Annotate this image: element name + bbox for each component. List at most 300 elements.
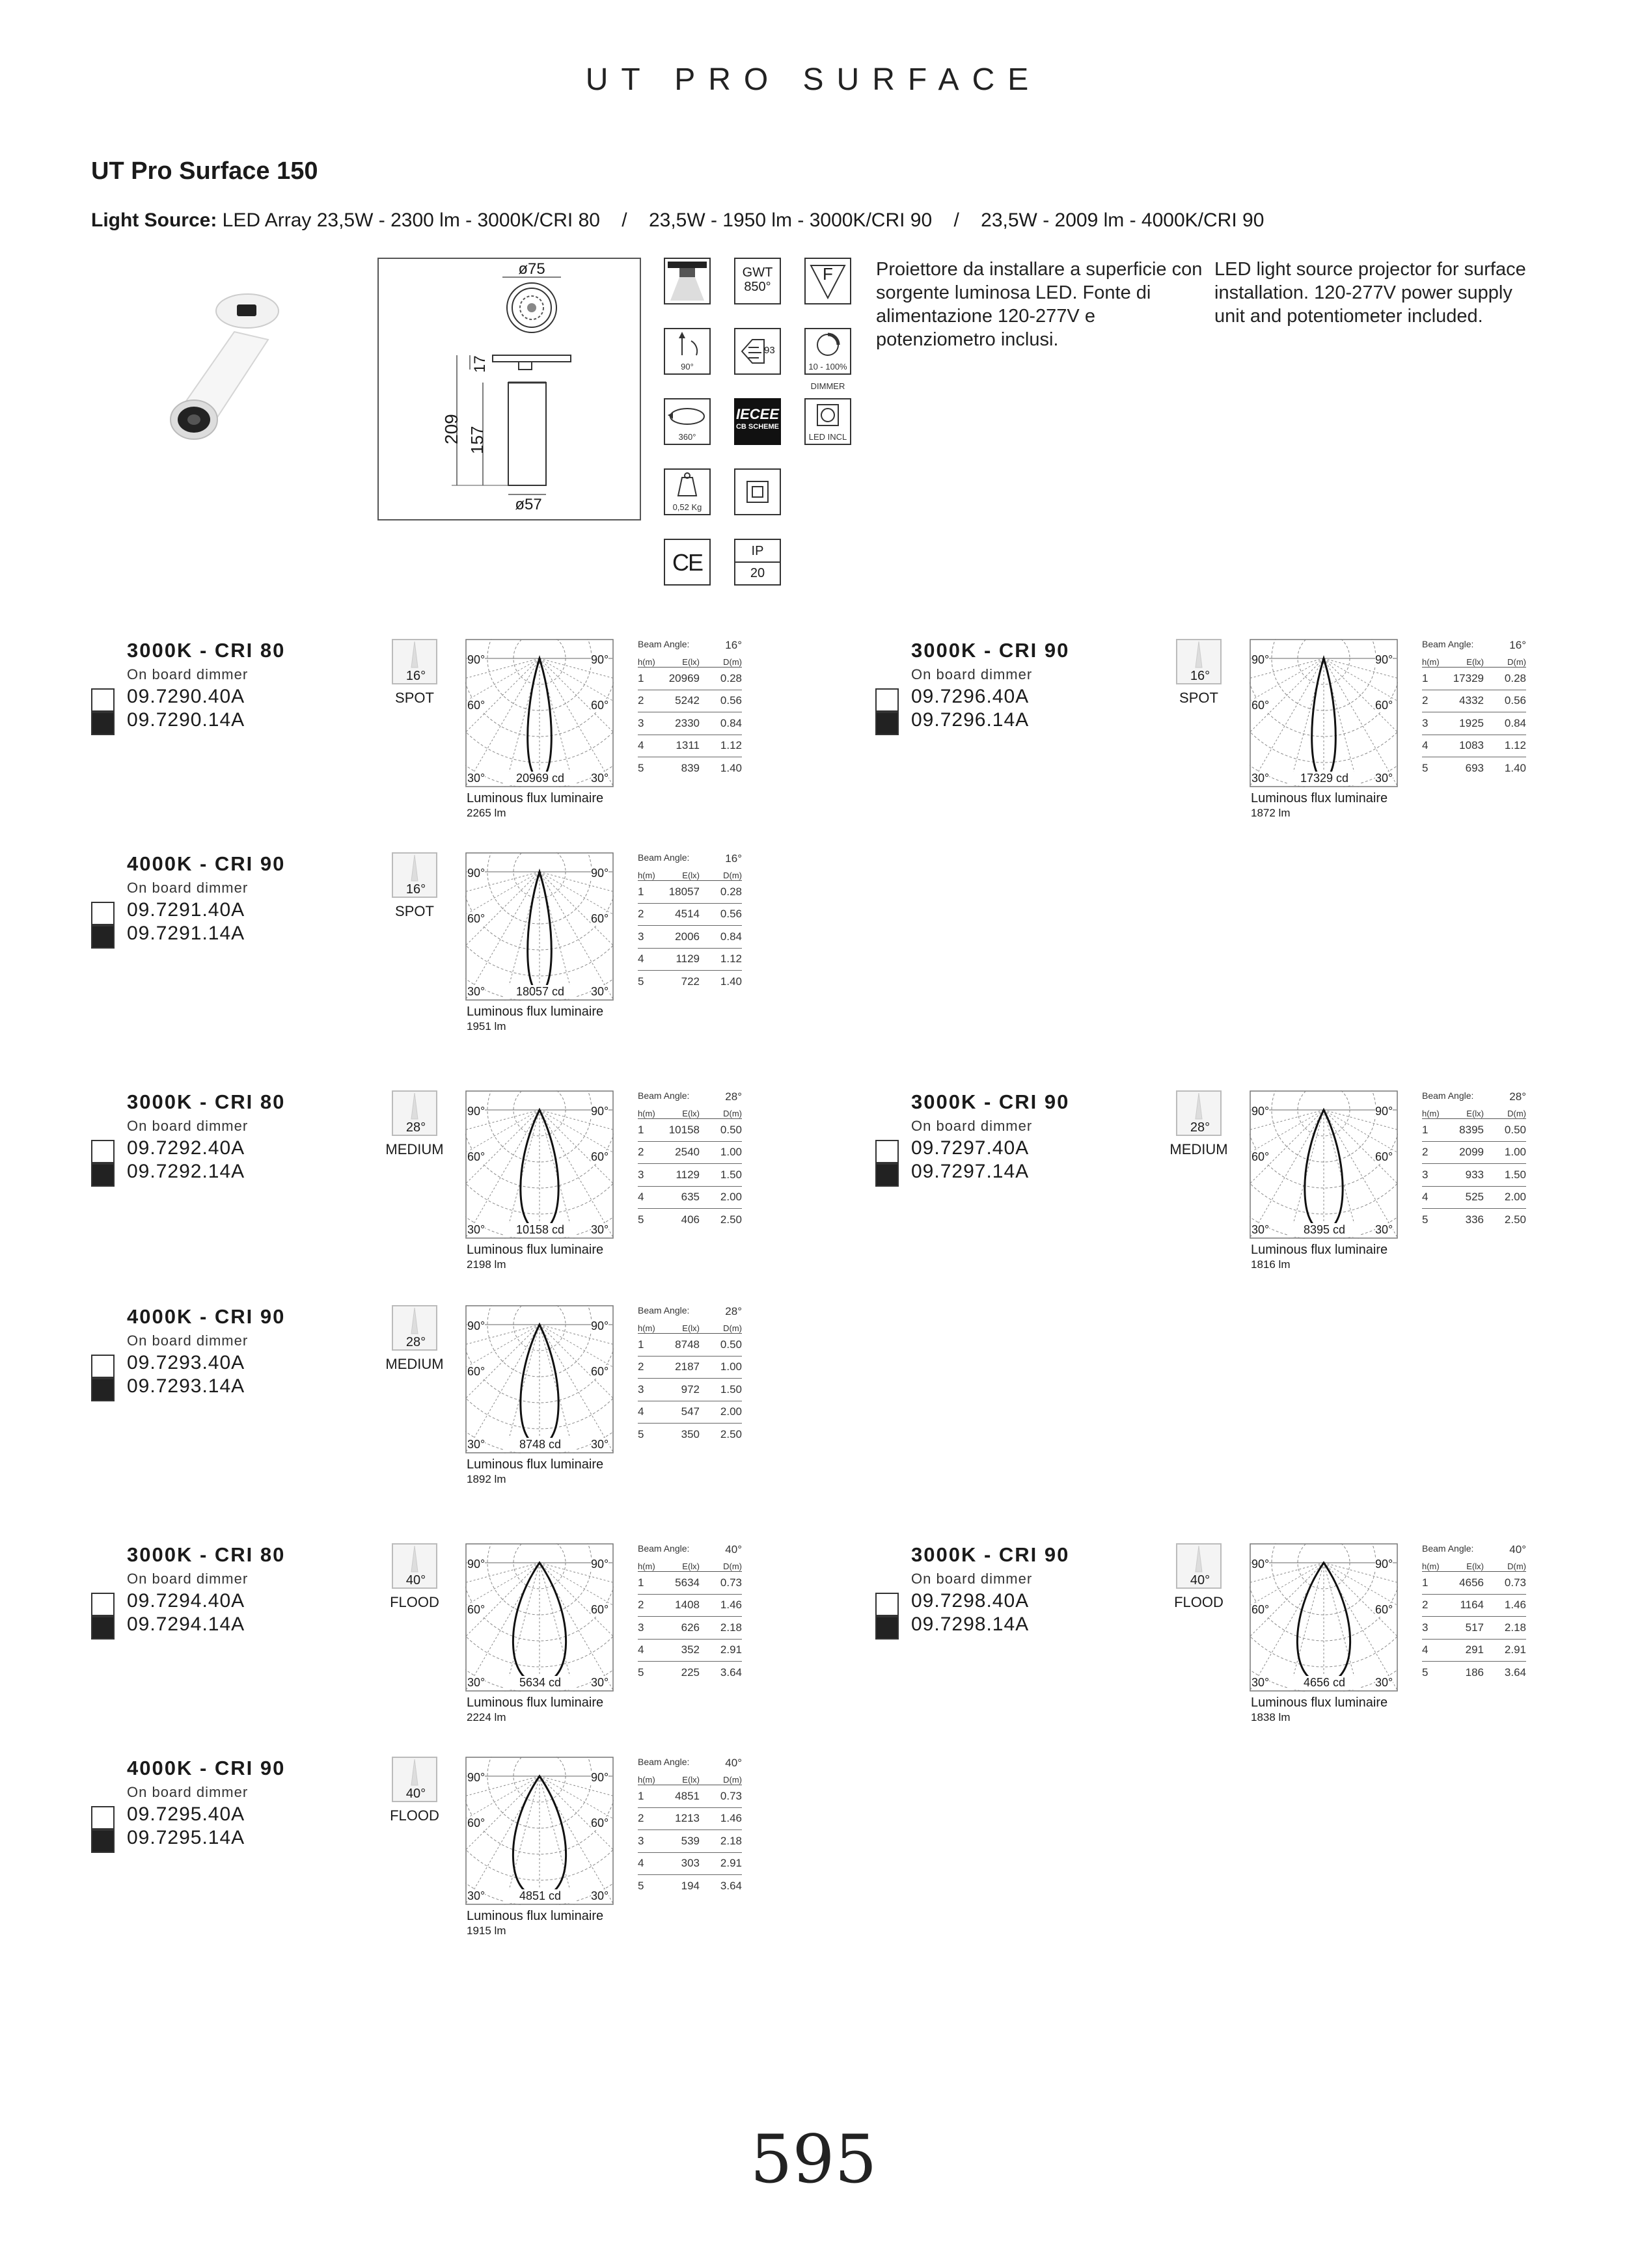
cell-d: 1.12 (720, 952, 742, 965)
cell-e: 2330 (675, 716, 700, 729)
cell-d: 3.64 (1504, 1666, 1526, 1679)
luminous-flux-label: Luminous flux luminaire (1251, 791, 1388, 805)
table-row (1422, 735, 1526, 758)
polar-label-30-left: 30° (1251, 772, 1270, 785)
cell-e: 20969 (668, 671, 700, 684)
cell-e: 10158 (668, 1123, 700, 1136)
product-code-black: 09.7294.14A (127, 1613, 245, 1635)
cell-h: 4 (638, 1857, 644, 1870)
column-d: D(m) (723, 1775, 742, 1785)
polar-label-30-left: 30° (467, 1438, 485, 1451)
light-source-line (91, 209, 1264, 232)
cell-d: 0.73 (720, 1789, 742, 1802)
polar-label-90-left: 90° (467, 1558, 485, 1571)
beam-angle-value: 28° (725, 1090, 742, 1103)
dim-bottom-diameter: ø57 (515, 496, 542, 513)
polar-label-60-right: 60° (591, 1150, 609, 1163)
polar-label-60-right: 60° (591, 912, 609, 925)
table-row (638, 735, 742, 758)
cell-e: 303 (681, 1857, 700, 1870)
table-row (638, 1875, 742, 1898)
cell-d: 1.50 (1504, 1168, 1526, 1181)
product-code-black: 09.7297.14A (911, 1161, 1030, 1182)
column-h: h(m) (638, 1775, 655, 1785)
column-h: h(m) (1422, 657, 1440, 667)
cell-d: 0.84 (1504, 716, 1526, 729)
variant-title: 3000K - CRI 80 (127, 639, 286, 662)
table-row (638, 1808, 742, 1831)
ip-label: IP (735, 540, 780, 563)
table-row (638, 1424, 742, 1446)
cell-h: 2 (638, 1599, 644, 1612)
photometric-table (638, 1757, 742, 1898)
polar-label-30-right: 30° (591, 1223, 609, 1236)
product-code-black: 09.7293.14A (127, 1375, 245, 1397)
beam-angle-label: Beam Angle: (638, 1305, 690, 1316)
column-e: E(lx) (1466, 657, 1484, 667)
cell-e: 8395 (1459, 1123, 1484, 1136)
table-row (638, 1209, 742, 1232)
column-d: D(m) (1507, 1109, 1526, 1118)
cell-h: 5 (638, 1428, 644, 1441)
polar-label-90-left: 90° (467, 867, 485, 880)
cell-e: 4514 (675, 908, 700, 921)
variant-title: 4000K - CRI 90 (127, 852, 286, 875)
beam-angle-label: Beam Angle: (1422, 1090, 1474, 1101)
polar-label-60-left: 60° (1251, 1603, 1270, 1616)
cell-e: 186 (1465, 1666, 1484, 1679)
column-h: h(m) (638, 871, 655, 880)
photometric-table (1422, 1543, 1526, 1684)
table-row (638, 1164, 742, 1187)
luminous-flux-value: 1915 lm (467, 1924, 506, 1937)
polar-label-60-right: 60° (591, 1365, 609, 1378)
polar-label-90-right: 90° (591, 1105, 609, 1118)
black-finish-swatch (91, 1378, 115, 1401)
column-e: E(lx) (1466, 1561, 1484, 1571)
dim-17: 17 (471, 355, 489, 373)
white-finish-swatch (875, 1593, 899, 1616)
cell-d: 0.50 (720, 1338, 742, 1351)
cell-e: 18057 (668, 885, 700, 898)
cell-h: 2 (638, 1360, 644, 1373)
polar-label-90-right: 90° (591, 1771, 609, 1784)
dimmer-icon (804, 328, 851, 375)
photometric-table-head (638, 1090, 742, 1105)
cell-h: 3 (638, 716, 644, 729)
table-row (1422, 1119, 1526, 1142)
cell-h: 2 (638, 694, 644, 707)
column-e: E(lx) (682, 1561, 700, 1571)
cell-d: 2.50 (720, 1213, 742, 1226)
table-row (1422, 1209, 1526, 1232)
class-icon (734, 468, 781, 515)
cell-e: 525 (1465, 1191, 1484, 1204)
luminous-flux-label: Luminous flux luminaire (467, 1005, 604, 1019)
polar-label-60-right: 60° (591, 1603, 609, 1616)
cell-d: 1.00 (720, 1146, 742, 1159)
cell-d: 0.56 (720, 694, 742, 707)
table-row (638, 1142, 742, 1165)
table-row (638, 1853, 742, 1876)
column-h: h(m) (638, 1109, 655, 1118)
cell-d: 1.46 (720, 1812, 742, 1825)
polar-label-90-right: 90° (591, 653, 609, 666)
cell-d: 0.28 (1504, 671, 1526, 684)
variant-section (91, 1305, 807, 1500)
photometric-table (638, 639, 742, 780)
variant-title: 3000K - CRI 80 (127, 1543, 286, 1566)
cell-d: 1.40 (1504, 762, 1526, 775)
polar-label-90-left: 90° (1251, 1558, 1270, 1571)
white-finish-swatch (91, 902, 115, 925)
cell-e: 350 (681, 1428, 700, 1441)
table-row (638, 712, 742, 735)
cell-d: 1.12 (1504, 739, 1526, 752)
beam-angle-icon-degree: 16° (405, 882, 426, 897)
iecee-logo (734, 398, 781, 445)
ce-mark: CE (672, 549, 702, 576)
white-finish-swatch (875, 688, 899, 712)
photometric-table (1422, 639, 1526, 780)
polar-label-30-right: 30° (591, 1438, 609, 1451)
table-row (638, 1334, 742, 1357)
photometric-table-columns (638, 1558, 742, 1572)
cell-h: 5 (638, 1666, 644, 1679)
beam-angle-icon (1176, 1543, 1222, 1589)
ip-icon (734, 539, 781, 586)
polar-label-90-right: 90° (1375, 1105, 1393, 1118)
photometric-table (638, 1543, 742, 1684)
cell-h: 3 (1422, 1621, 1429, 1634)
cell-e: 635 (681, 1191, 700, 1204)
table-row (638, 1662, 742, 1684)
beam-angle-icon-degree: 16° (405, 669, 426, 683)
column-e: E(lx) (1466, 1109, 1484, 1118)
dimension-drawing (377, 258, 641, 520)
photometric-table-columns (1422, 653, 1526, 668)
beam-angle-label: Beam Angle: (1422, 1543, 1474, 1554)
ce-icon (664, 539, 711, 586)
table-row (638, 757, 742, 780)
polar-label-60-left: 60° (467, 1603, 485, 1616)
table-row (1422, 757, 1526, 780)
table-row (638, 668, 742, 690)
polar-label-60-left: 60° (467, 1816, 485, 1829)
black-finish-swatch (91, 925, 115, 949)
beam-angle-icon (1176, 639, 1222, 684)
polar-label-90-left: 90° (467, 1319, 485, 1332)
candela-value: 8395 cd (1289, 1223, 1360, 1237)
product-code-black: 09.7291.14A (127, 923, 245, 944)
candela-value: 10158 cd (504, 1223, 576, 1237)
polar-label-30-left: 30° (467, 985, 485, 998)
polar-label-30-right: 30° (591, 1676, 609, 1689)
cell-d: 1.12 (720, 739, 742, 752)
product-code-black: 09.7290.14A (127, 709, 245, 731)
cell-e: 1129 (676, 1168, 700, 1181)
luminous-flux-value: 1951 lm (467, 1020, 506, 1033)
beam-type-label: FLOOD (390, 1807, 439, 1824)
product-code-black: 09.7292.14A (127, 1161, 245, 1182)
beam-type-label: SPOT (395, 690, 434, 706)
beam-angle-icon (392, 1757, 437, 1802)
beam-angle-label: Beam Angle: (638, 1757, 690, 1767)
beam-angle-icon-degree: 28° (405, 1120, 426, 1135)
product-code-white: 09.7298.40A (911, 1590, 1030, 1612)
table-row (638, 1830, 742, 1853)
feature-icons (664, 258, 859, 596)
cell-e: 1129 (676, 952, 700, 965)
cell-h: 3 (638, 1168, 644, 1181)
description-it: Proiettore da installare a superficie con sorgente luminosa LED. Fonte di alimentazione 120-277V e potenziometro inclusi. (876, 259, 1203, 350)
energy-icon (734, 328, 781, 375)
white-finish-swatch (91, 1355, 115, 1378)
variant-title: 3000K - CRI 90 (911, 639, 1070, 662)
variant-title: 4000K - CRI 90 (127, 1757, 286, 1779)
photometric-table-head (638, 1757, 742, 1771)
variant-subtitle: On board dimmer (911, 1571, 1033, 1587)
white-finish-swatch (91, 1593, 115, 1616)
white-finish-swatch (91, 1140, 115, 1163)
luminous-flux-label: Luminous flux luminaire (467, 1457, 604, 1472)
variant-section (875, 639, 1591, 834)
table-row (1422, 1617, 1526, 1640)
polar-label-30-right: 30° (1375, 1676, 1393, 1689)
product-photo (150, 280, 299, 455)
polar-label-90-right: 90° (591, 867, 609, 880)
column-h: h(m) (638, 1323, 655, 1333)
cell-d: 1.50 (720, 1168, 742, 1181)
variant-subtitle: On board dimmer (127, 1332, 249, 1349)
cell-d: 2.18 (720, 1621, 742, 1634)
column-d: D(m) (1507, 657, 1526, 667)
variant-subtitle: On board dimmer (127, 1784, 249, 1800)
polar-label-90-right: 90° (1375, 1558, 1393, 1571)
table-row (1422, 1572, 1526, 1595)
polar-label-90-left: 90° (1251, 653, 1270, 666)
beam-type-label: FLOOD (390, 1594, 439, 1610)
polar-label-30-right: 30° (591, 1889, 609, 1902)
variant-section (91, 1090, 807, 1286)
cell-d: 2.50 (720, 1428, 742, 1441)
cell-h: 4 (638, 952, 644, 965)
polar-label-90-left: 90° (467, 653, 485, 666)
luminous-flux-value: 1816 lm (1251, 1258, 1291, 1271)
cell-e: 4332 (1459, 694, 1484, 707)
black-finish-swatch (875, 1163, 899, 1187)
candela-value: 17329 cd (1289, 772, 1360, 785)
cell-h: 5 (638, 1880, 644, 1893)
polar-label-60-right: 60° (591, 699, 609, 712)
beam-type-label: MEDIUM (1169, 1141, 1228, 1157)
black-finish-swatch (91, 1163, 115, 1187)
luminous-flux-value: 2265 lm (467, 807, 506, 819)
cell-h: 4 (638, 1643, 644, 1656)
luminous-flux-value: 2224 lm (467, 1711, 506, 1723)
luminous-flux-label: Luminous flux luminaire (1251, 1695, 1388, 1710)
product-title: UT Pro Surface 150 (91, 157, 318, 185)
photometric-table-columns (638, 653, 742, 668)
cell-e: 539 (681, 1834, 700, 1847)
product-code-white: 09.7291.40A (127, 899, 245, 921)
candela-value: 8748 cd (504, 1438, 576, 1451)
beam-angle-icon (392, 1305, 437, 1351)
variant-subtitle: On board dimmer (127, 1571, 249, 1587)
product-code-white: 09.7296.40A (911, 686, 1030, 707)
variant-section (91, 639, 807, 834)
beam-angle-icon (392, 639, 437, 684)
polar-label-60-left: 60° (1251, 1150, 1270, 1163)
luminous-flux-label: Luminous flux luminaire (467, 1909, 604, 1923)
cell-d: 1.00 (720, 1360, 742, 1373)
gwt-icon (734, 258, 781, 304)
beam-type-label: MEDIUM (385, 1141, 444, 1157)
candela-value: 5634 cd (504, 1676, 576, 1690)
cell-d: 0.73 (720, 1576, 742, 1589)
product-code-white: 09.7293.40A (127, 1352, 245, 1373)
table-row (1422, 1164, 1526, 1187)
table-row (638, 1785, 742, 1808)
polar-label-30-right: 30° (1375, 772, 1393, 785)
light-source-label: Light Source: (91, 209, 217, 231)
photometric-table-head (1422, 1543, 1526, 1558)
beam-angle-value: 16° (725, 852, 742, 865)
white-finish-swatch (91, 1806, 115, 1829)
cell-e: 5242 (675, 694, 700, 707)
polar-label-30-left: 30° (467, 1676, 485, 1689)
polar-label-90-right: 90° (591, 1319, 609, 1332)
luminous-flux-value: 1838 lm (1251, 1711, 1291, 1723)
cell-h: 4 (638, 1191, 644, 1204)
cell-e: 291 (1465, 1643, 1484, 1656)
table-row (638, 881, 742, 904)
cell-d: 2.00 (720, 1191, 742, 1204)
cell-h: 4 (638, 1405, 644, 1418)
variant-subtitle: On board dimmer (127, 880, 249, 896)
cell-d: 1.50 (720, 1383, 742, 1396)
polar-label-60-right: 60° (1375, 699, 1393, 712)
cell-d: 1.00 (1504, 1146, 1526, 1159)
cell-h: 5 (638, 1213, 644, 1226)
polar-label-60-right: 60° (591, 1816, 609, 1829)
cell-d: 1.40 (720, 975, 742, 988)
variant-section (875, 1543, 1591, 1738)
table-row (1422, 690, 1526, 713)
weight-icon (664, 468, 711, 515)
photometric-table-head (638, 1543, 742, 1558)
photometric-table-head (638, 852, 742, 867)
column-h: h(m) (1422, 1561, 1440, 1571)
cell-h: 4 (1422, 1643, 1429, 1656)
cell-h: 1 (1422, 671, 1429, 684)
luminous-flux-label: Luminous flux luminaire (467, 1243, 604, 1257)
dim-157: 157 (467, 425, 487, 454)
product-code-black: 09.7295.14A (127, 1827, 245, 1848)
black-finish-swatch (91, 712, 115, 735)
column-d: D(m) (723, 657, 742, 667)
cell-d: 0.50 (720, 1123, 742, 1136)
beam-angle-icon-degree: 40° (405, 1573, 426, 1587)
black-finish-swatch (875, 712, 899, 735)
photometric-table-head (638, 1305, 742, 1319)
f-mark-letter: F (823, 264, 833, 284)
polar-label-60-left: 60° (467, 912, 485, 925)
cell-h: 3 (1422, 716, 1429, 729)
rotation-caption: 360° (678, 432, 696, 442)
cell-e: 626 (681, 1621, 700, 1634)
dimmer-range: 10 - 100% (808, 362, 847, 371)
table-row (638, 1572, 742, 1595)
cell-d: 2.18 (1504, 1621, 1526, 1634)
column-h: h(m) (638, 657, 655, 667)
beam-angle-icon (392, 1090, 437, 1136)
candela-value: 18057 cd (504, 985, 576, 999)
column-e: E(lx) (682, 1323, 700, 1333)
photometric-table (1422, 1090, 1526, 1232)
cell-e: 839 (681, 762, 700, 775)
cell-e: 336 (1465, 1213, 1484, 1226)
beam-type-label: FLOOD (1174, 1594, 1224, 1610)
cell-e: 4656 (1459, 1576, 1484, 1589)
photometric-table-head (638, 639, 742, 653)
cell-h: 4 (1422, 739, 1429, 752)
table-row (638, 1119, 742, 1142)
column-h: h(m) (1422, 1109, 1440, 1118)
table-row (1422, 1187, 1526, 1209)
product-code-white: 09.7292.40A (127, 1137, 245, 1159)
photometric-table (638, 852, 742, 993)
page-number: 595 (750, 2121, 877, 2198)
cell-e: 406 (681, 1213, 700, 1226)
column-d: D(m) (723, 1561, 742, 1571)
cell-e: 1164 (1460, 1599, 1484, 1612)
cell-d: 2.91 (1504, 1643, 1526, 1656)
cell-h: 1 (638, 1576, 644, 1589)
cell-e: 517 (1465, 1621, 1484, 1634)
cell-h: 1 (638, 1338, 644, 1351)
cell-e: 1311 (676, 739, 700, 752)
photometric-table (638, 1305, 742, 1446)
cell-e: 2099 (1459, 1146, 1484, 1159)
candela-value: 20969 cd (504, 772, 576, 785)
column-e: E(lx) (682, 657, 700, 667)
cell-e: 225 (681, 1666, 700, 1679)
table-row (1422, 1640, 1526, 1662)
table-row (1422, 1595, 1526, 1617)
luminous-flux-value: 2198 lm (467, 1258, 506, 1271)
variant-title: 3000K - CRI 90 (911, 1090, 1070, 1113)
cell-d: 2.18 (720, 1834, 742, 1847)
polar-label-30-left: 30° (1251, 1223, 1270, 1236)
beam-type-label: SPOT (395, 903, 434, 919)
cell-d: 2.91 (720, 1857, 742, 1870)
tilt-icon (664, 328, 711, 375)
cell-h: 3 (638, 1621, 644, 1634)
cell-d: 0.84 (720, 716, 742, 729)
table-row (638, 971, 742, 993)
variant-subtitle: On board dimmer (127, 1118, 249, 1134)
table-row (1422, 668, 1526, 690)
cell-e: 4851 (675, 1789, 700, 1802)
variant-title: 3000K - CRI 80 (127, 1090, 286, 1113)
cell-d: 1.46 (720, 1599, 742, 1612)
cell-d: 0.84 (720, 930, 742, 943)
cell-e: 2187 (675, 1360, 700, 1373)
beam-angle-value: 28° (1509, 1090, 1526, 1103)
variant-title: 4000K - CRI 90 (127, 1305, 286, 1328)
cell-h: 5 (638, 975, 644, 988)
